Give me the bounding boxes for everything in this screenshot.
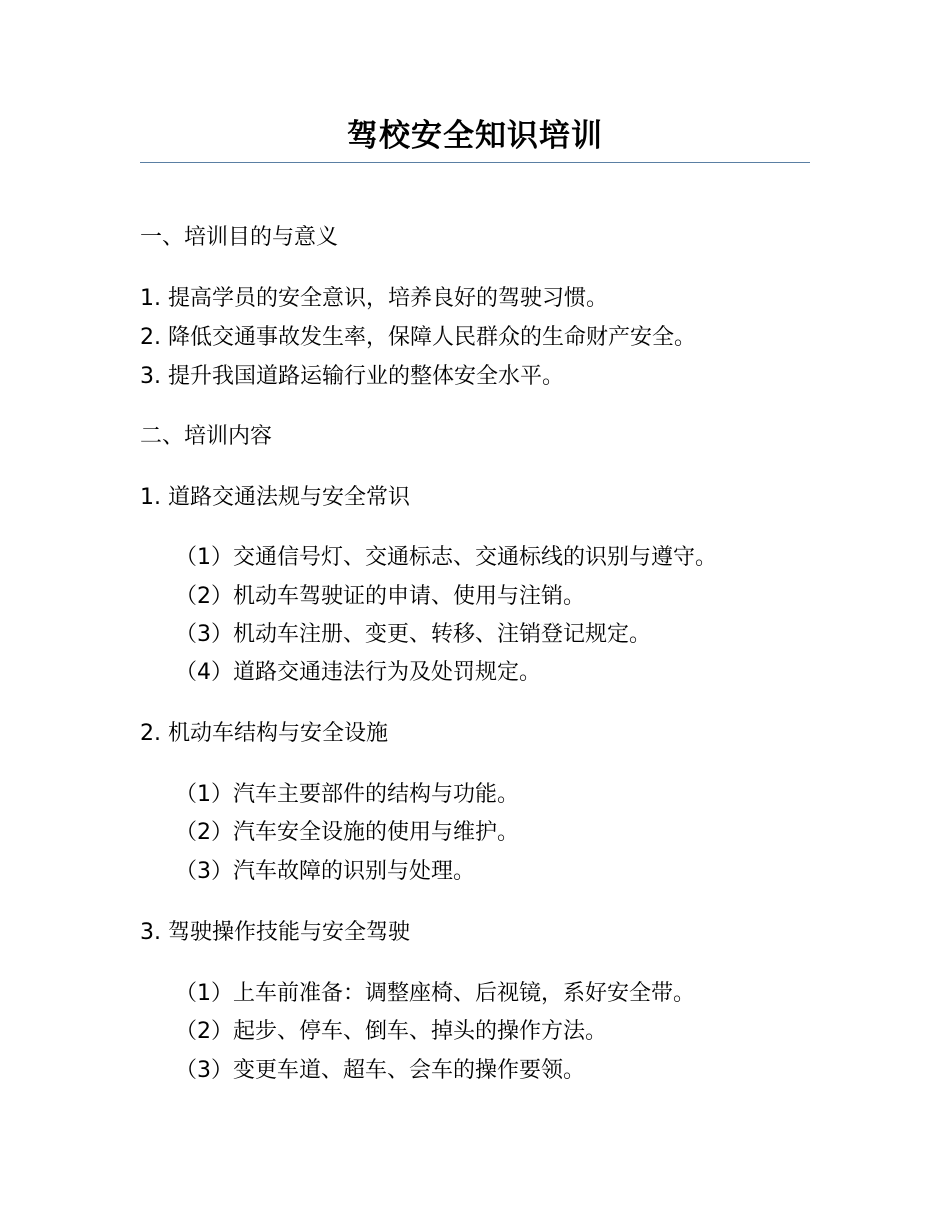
list-item: （1）汽车主要部件的结构与功能。 <box>175 782 519 807</box>
list-item: 1. 提高学员的安全意识，培养良好的驾驶习惯。 <box>140 286 608 311</box>
section-heading-content: 二、培训内容 <box>140 424 273 449</box>
subsection-heading: 2. 机动车结构与安全设施 <box>140 721 388 746</box>
list-item: （2）起步、停车、倒车、掉头的操作方法。 <box>175 1019 607 1044</box>
list-item: （1）上车前准备：调整座椅、后视镜，系好安全带。 <box>175 981 695 1006</box>
list-item: （2）机动车驾驶证的申请、使用与注销。 <box>175 584 585 609</box>
list-item: （1）交通信号灯、交通标志、交通标线的识别与遵守。 <box>175 545 717 570</box>
list-item: 2. 降低交通事故发生率，保障人民群众的生命财产安全。 <box>140 325 696 350</box>
list-item: （3）汽车故障的识别与处理。 <box>175 859 475 884</box>
list-item: （3）机动车注册、变更、转移、注销登记规定。 <box>175 622 651 647</box>
subsection-heading: 3. 驾驶操作技能与安全驾驶 <box>140 920 410 945</box>
subsection-heading: 1. 道路交通法规与安全常识 <box>140 485 410 510</box>
list-item: （3）变更车道、超车、会车的操作要领。 <box>175 1058 585 1083</box>
title-divider <box>140 162 810 163</box>
list-item: （4）道路交通违法行为及处罚规定。 <box>175 660 541 685</box>
document-title: 驾校安全知识培训 <box>347 118 603 154</box>
list-item: 3. 提升我国道路运输行业的整体安全水平。 <box>140 364 564 389</box>
list-item: （2）汽车安全设施的使用与维护。 <box>175 820 519 845</box>
section-heading-purpose: 一、培训目的与意义 <box>140 225 339 250</box>
